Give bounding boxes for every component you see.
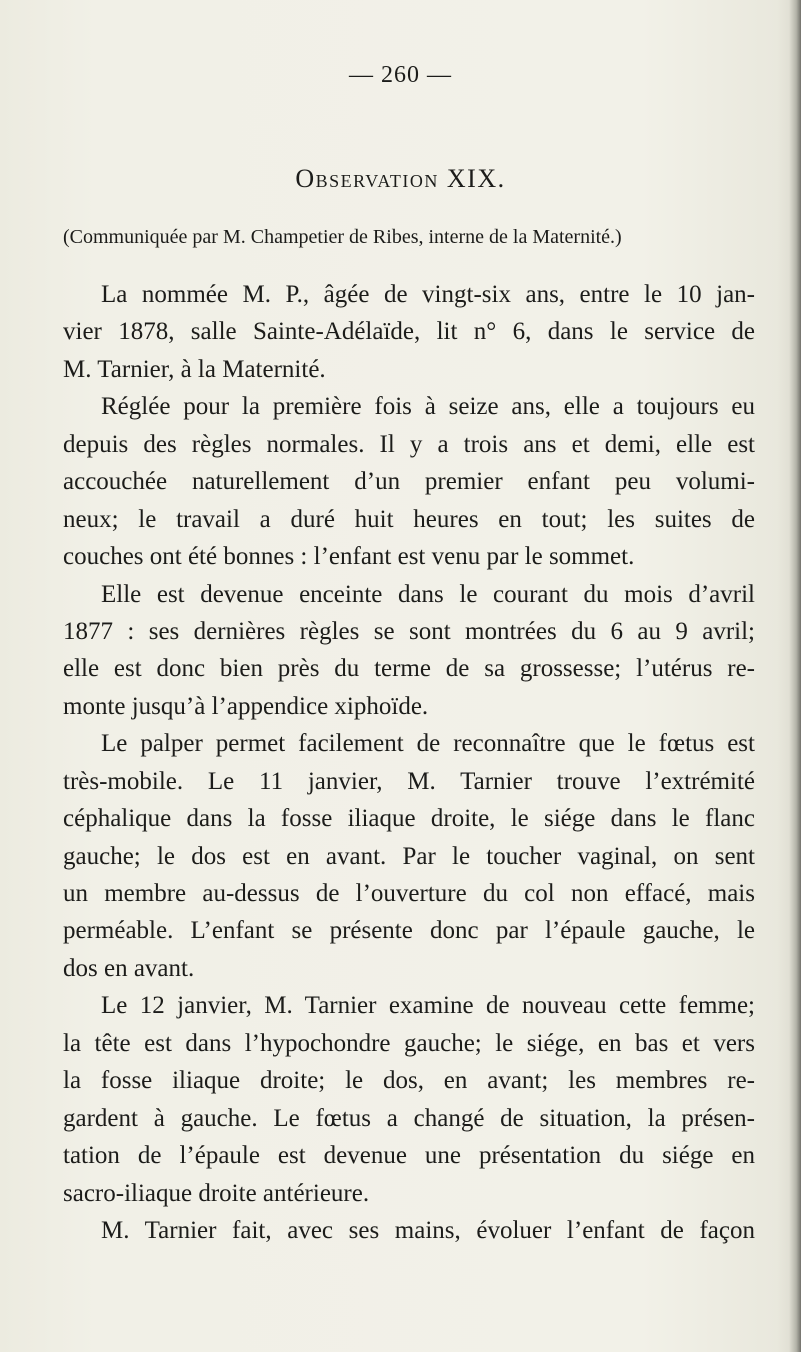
text-line: céphalique dans la fosse iliaque droite, le siége dans le flanc: [63, 805, 755, 833]
text-line: accouchée naturellement d’un premier enfant peu volumi-: [63, 468, 755, 496]
text-line: Réglée pour la première fois à seize ans, elle a toujours eu: [101, 393, 755, 421]
text-line: sacro-iliaque droite antérieure.: [63, 1179, 370, 1207]
text-line: couches ont été bonnes : l’enfant est venu par le sommet.: [63, 543, 635, 571]
text-line: M. Tarnier, à la Maternité.: [63, 355, 326, 383]
text-line: La nommée M. P., âgée de vingt-six ans, entre le 10 jan-: [101, 281, 755, 308]
text-line: Le palper permet facilement de reconnaître que le fœtus est: [101, 730, 755, 758]
text-line: Elle est devenue enceinte dans le courant du mois d’avril: [101, 580, 755, 608]
text-line: 1877 : ses dernières règles se sont montrées du 6 au 9 avril;: [63, 617, 755, 645]
body-text: [63, 276, 755, 1249]
text-line: elle est donc bien près du terme de sa grossesse; l’utérus re-: [63, 655, 755, 683]
text-line: dos en avant.: [63, 954, 195, 982]
text-line: la tête est dans l’hypochondre gauche; le siége, en bas et vers: [63, 1029, 755, 1057]
text-line: M. Tarnier fait, avec ses mains, évoluer l’enfant de façon: [101, 1216, 755, 1244]
text-line: monte jusqu’à l’appendice xiphoïde.: [63, 692, 429, 720]
page-edge-shadow: [789, 0, 801, 1352]
text-line: très-mobile. Le 11 janvier, M. Tarnier trouve l’extrémité: [63, 767, 755, 795]
text-line: gauche; le dos est en avant. Par le toucher vaginal, on sent: [63, 842, 755, 870]
text-line: tation de l’épaule est devenue une présentation du siége en: [63, 1142, 755, 1170]
text-line: Le 12 janvier, M. Tarnier examine de nouveau cette femme;: [101, 992, 755, 1020]
communication-note: (Communiquée par M. Champetier de Ribes, interne de la Maternité.): [63, 226, 622, 248]
text-line: perméable. L’enfant se présente donc par l’épaule gauche, le: [63, 917, 755, 945]
text-line: depuis des règles normales. Il y a trois ans et demi, elle est: [63, 430, 755, 458]
text-line: gardent à gauche. Le fœtus a changé de situation, la présen-: [63, 1104, 755, 1132]
text-line: vier 1878, salle Sainte-Adélaïde, lit n° 6, dans le service de: [63, 318, 755, 346]
page-number: — 260 —: [349, 62, 452, 88]
text-line: la fosse iliaque droite; le dos, en avant; les membres re-: [63, 1067, 755, 1095]
text-line: un membre au-dessus de l’ouverture du col non effacé, mais: [63, 880, 755, 907]
text-line: neux; le travail a duré huit heures en tout; les suites de: [63, 505, 755, 533]
observation-heading: Observation XIX.: [295, 164, 506, 193]
